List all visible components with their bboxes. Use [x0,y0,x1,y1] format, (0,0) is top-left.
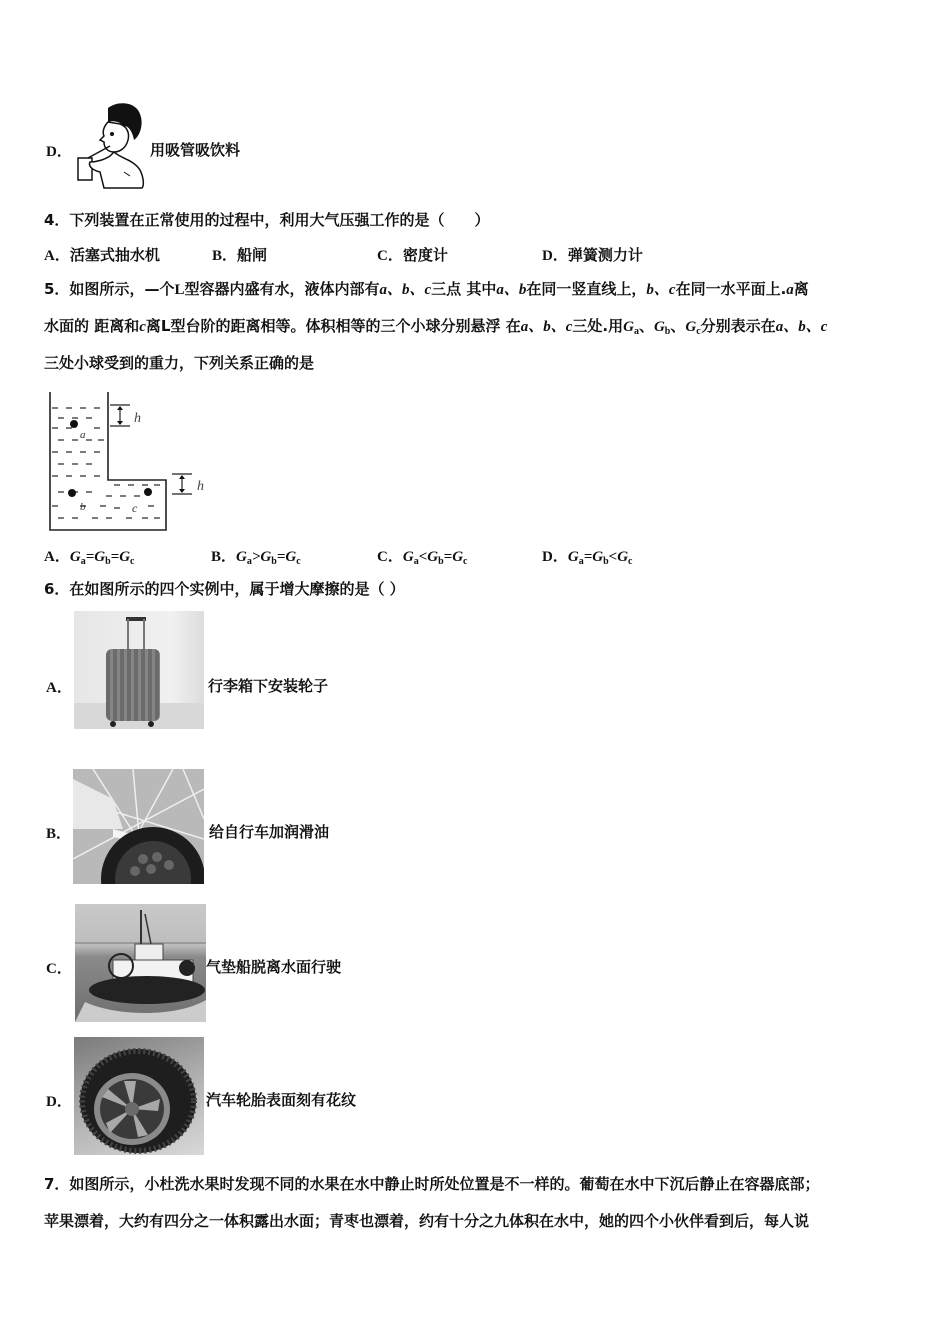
text: 三处.用 [572,317,624,335]
var: c [139,319,146,335]
hovercraft-photo [75,904,206,1022]
option-label: D． [542,549,568,565]
text: 离 [793,280,809,298]
text: 水面的 距离和 [44,317,140,335]
q5-stem-line-2: 水面的 距离和c离L型台阶的距离相等。体积相等的三个小球分别悬浮 在a、b、c三处.用$G_a$、$G_b$、$G_c$分别表示在a、b、c [44,317,828,337]
var: G [685,319,697,335]
q5-option-b [211,545,301,567]
l-container-figure [44,388,214,533]
var: a [786,282,794,298]
option-label: B． [212,248,238,264]
text: 型容器内盛有水，液体内部有 [184,280,380,298]
var: b、c [646,282,676,298]
option-label: C． [377,248,403,264]
g-c: $G_c$ [685,319,701,337]
option-label: B． [211,549,237,565]
text: 三点 其中 [431,280,497,298]
option-label: A． [44,549,70,565]
q5-options [44,545,924,567]
text: 分别表示在 [700,317,776,335]
q6-stem: 6．在如图所示的四个实例中，属于增大摩擦的是（ ） [44,580,405,598]
expr: $G_a=G_b=G_c$ [69,549,135,567]
q3-option-d [44,100,304,192]
text: 在同一竖直线上， [526,280,647,298]
q6-option-c-label: C． [46,961,72,977]
q6-option-d-label: D． [46,1094,72,1110]
expr: $G_a>G_b=G_c$ [236,549,301,567]
q5-option-d [542,545,632,567]
option-label: D． [46,144,72,160]
q7-stem-line-1: 7．如图所示，小杜洗水果时发现不同的水果在水中静止时所处位置是不一样的。葡萄在水中下沉后静止在容器底部； [44,1175,820,1193]
q6-option-a-label: A． [46,680,72,696]
option-text: 用吸管吸饮料 [150,141,241,159]
q4-options [44,244,924,266]
q6-option-b-label: B． [46,826,72,842]
expr: $G_a=G_b<G_c$ [567,549,633,567]
option-label: D． [542,248,568,264]
tire-photo [74,1037,204,1155]
boy-drinking-straw-illustration [74,100,146,190]
q4-option-d [542,244,643,265]
text: 在同一水平面上. [675,280,787,298]
expr: $G_a<G_b=G_c$ [402,549,468,567]
g-b: $G_b$ [653,319,671,337]
svg-text:b: b [80,501,86,513]
svg-text:a: a [80,429,86,441]
option-label: A． [44,248,70,264]
q4-option-c [377,244,448,265]
q5-stem-line-3: 三处小球受到的重力，下列关系正确的是 [44,354,315,372]
var: a、b、c [520,319,573,335]
svg-text:c: c [132,501,138,515]
g-a: $G_a$ [623,319,639,337]
q7-stem-line-2: 苹果漂着，大约有四分之一体积露出水面；青枣也漂着，约有十分之九体积在水中，她的四个小伙伴看到后，每人说 [44,1212,810,1230]
var: G [623,319,634,335]
text: 型台阶的距离相等。体积相等的三个小球分别悬浮 在 [170,317,521,335]
text: 离 [145,317,161,335]
var: a、b [496,282,527,298]
option-text: 密度计 [402,246,448,264]
bicycle-oiling-photo [73,769,204,884]
svg-text:h: h [197,479,204,494]
option-label: C． [377,549,403,565]
q6-option-d-text: 汽车轮胎表面刻有花纹 [206,1091,357,1109]
q5-option-c [377,545,467,567]
q4-stem: 4．下列装置在正常使用的过程中，利用大气压强工作的是（ ） [44,211,490,229]
var: G [653,319,665,335]
q5-option-a [44,545,134,567]
q4-option-b [212,244,267,265]
var: a、b、c [775,319,828,335]
option-text: 船闸 [237,246,268,264]
var: a、b、c [379,282,432,298]
q6-option-a-text: 行李箱下安装轮子 [208,677,329,695]
suitcase-photo [74,611,204,729]
q5-stem-line-1 [44,279,809,300]
option-text: 活塞式抽水机 [69,246,160,264]
svg-text:h: h [134,411,141,426]
q6-option-c-text: 气垫船脱离水面行驶 [206,958,342,976]
q4-option-a [44,244,160,265]
text: L [174,282,185,298]
text: L [160,317,171,335]
option-text: 弹簧测力计 [567,246,643,264]
text: 5．如图所示，—个 [44,280,175,298]
q6-option-b-text: 给自行车加润滑油 [209,823,330,841]
